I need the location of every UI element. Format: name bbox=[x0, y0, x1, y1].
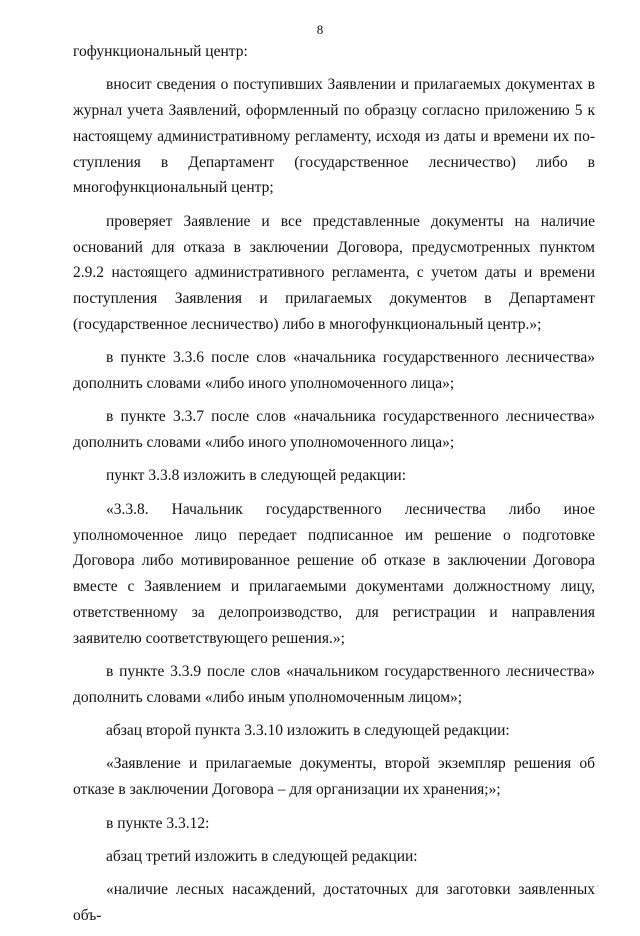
paragraph: «Заявление и прилагаемые документы, второй экземпляр решения об отказе в заключении Договора – для организации их хранения;»; bbox=[73, 755, 595, 799]
paragraph: абзац второй пункта 3.3.10 изложить в следующей редакции: bbox=[106, 722, 510, 740]
paragraph: пункт 3.3.8 изложить в следующей редакции: bbox=[106, 467, 407, 485]
paragraph: в пункте 3.3.12: bbox=[106, 814, 210, 832]
body-text bbox=[73, 39, 595, 936]
paragraph: «3.3.8. Начальник государственного лесничества либо иное уполномоченное лицо передает подписанное им решение о подготовке Договора либо мотивированное решение об отказе в заключении Договора вместе с Заявлением и прилагаемыми документами должностному лицу, ответственному за делопроизводство, для регистрации и направления заявителю соответствующего решения.»; bbox=[73, 500, 595, 647]
paragraph: вносит сведения о поступивших Заявлении и прилагаемых документах в журнал учета Заявлений, оформленный по образцу согласно приложению 5 к настоящему административному регламенту, исходя из даты и времени их поступления в Департамент (государственное лесничество) либо в многофункциональный центр; bbox=[73, 76, 595, 197]
paragraph: в пункте 3.3.6 после слов «начальника государственного лесничества» дополнить словами «либо иного уполномоченного лица»; bbox=[73, 349, 595, 393]
scan-mark: · bbox=[596, 881, 599, 891]
page-number: 8 bbox=[316, 22, 324, 37]
paragraph: «наличие лесных насаждений, достаточных для заготовки заявленных объ- bbox=[73, 881, 595, 924]
paragraph: проверяет Заявление и все представленные документы на наличие оснований для отказа в заключении Договора, предусмотренных пунктом 2.9.2 настоящего административного регламента, с учетом даты и времени поступления Заявления и прилагаемых документов в Департамент (государственное лесничество) либо в многофункциональный центр.»; bbox=[73, 212, 595, 333]
paragraph: гофункциональный центр: bbox=[73, 43, 248, 60]
paragraph: абзац третий изложить в следующей редакции: bbox=[106, 847, 418, 865]
paragraph: в пункте 3.3.7 после слов «начальника государственного лесничества» дополнить словами «либо иного уполномоченного лица»; bbox=[73, 408, 595, 452]
paragraph: в пункте 3.3.9 после слов «начальником государственного лесничества» дополнить словами «либо иным уполномоченным лицом»; bbox=[73, 663, 595, 706]
